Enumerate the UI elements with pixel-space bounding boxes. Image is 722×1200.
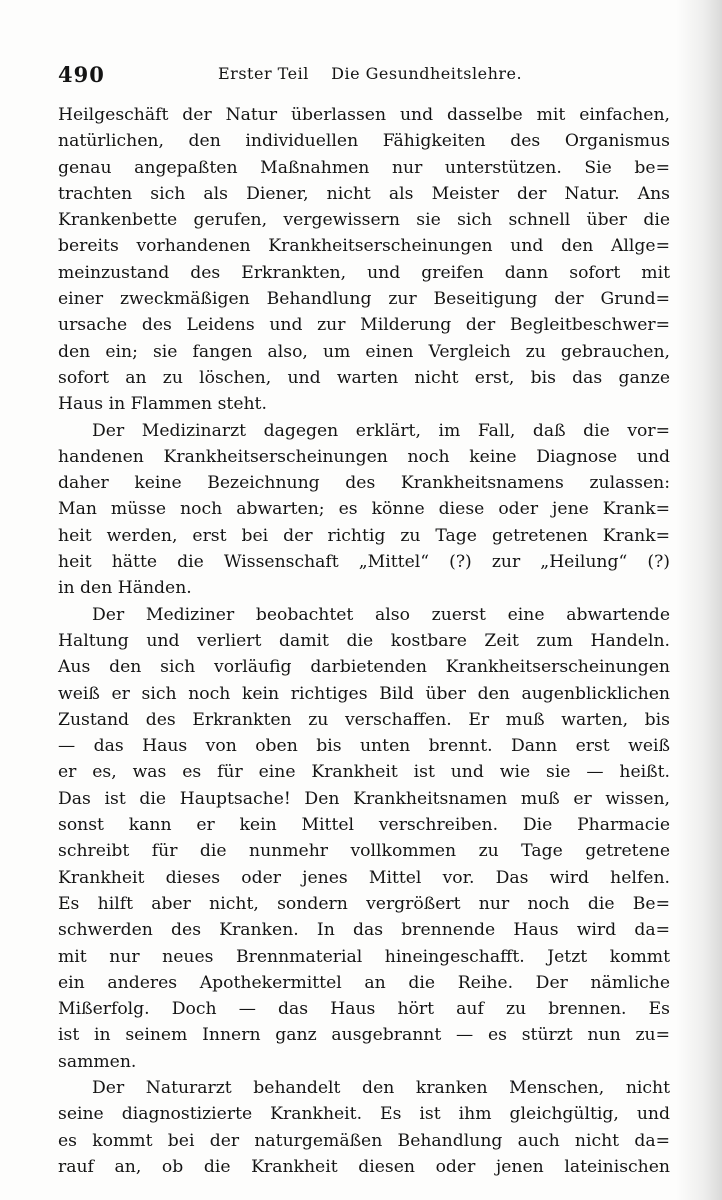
text-line: Man müsse noch abwarten; es könne diese oder jene Krank= — [58, 499, 670, 520]
body-text — [58, 102, 670, 1180]
text-line: Aus den sich vorläufig darbietenden Krankheitserscheinungen — [58, 657, 670, 678]
text-line: sonst kann er kein Mittel verschreiben. Die Pharmacie — [58, 815, 670, 836]
page-number: 490 — [58, 62, 105, 87]
text-line: mit nur neues Brennmaterial hineingeschafft. Jetzt kommt — [58, 946, 670, 967]
text-line: ursache des Leidens und zur Milderung der Begleitbeschwer= — [58, 315, 670, 336]
text-line: rauf an, ob die Krankheit diesen oder jenen lateinischen — [58, 1156, 670, 1177]
text-line: ist in seinem Innern ganz ausgebrannt — es stürzt nun zu= — [58, 1025, 670, 1046]
page-header — [58, 62, 670, 88]
text-line: Zustand des Erkrankten zu verschaffen. Er muß warten, bis — [58, 709, 670, 730]
text-line: natürlichen, den individuellen Fähigkeiten des Organismus — [58, 131, 670, 152]
text-line: handenen Krankheitserscheinungen noch keine Diagnose und — [58, 446, 670, 467]
text-line: einer zweckmäßigen Behandlung zur Beseitigung der Grund= — [58, 289, 670, 310]
text-line: Krankheit dieses oder jenes Mittel vor. Das wird helfen. — [58, 867, 670, 888]
text-line: Der Medizinarzt dagegen erklärt, im Fall, daß die vor= — [92, 420, 670, 441]
text-line: daher keine Bezeichnung des Krankheitsnamens zulassen: — [58, 473, 670, 494]
text-line: sammen. — [58, 1051, 137, 1072]
text-line: — das Haus von oben bis unten brennt. Dann erst weiß — [58, 736, 670, 757]
text-line: weiß er sich noch kein richtiges Bild über den augenblicklichen — [58, 683, 670, 704]
text-line: heit werden, erst bei der richtig zu Tage getretenen Krank= — [58, 525, 670, 546]
text-line: den ein; sie fangen also, um einen Vergleich zu gebrauchen, — [58, 341, 670, 362]
text-line: in den Händen. — [58, 578, 192, 599]
text-line: genau angepaßten Maßnahmen nur unterstützen. Sie be= — [58, 157, 670, 178]
text-line: bereits vorhandenen Krankheitserscheinungen und den Allge= — [58, 236, 670, 257]
text-line: Der Naturarzt behandelt den kranken Menschen, nicht — [92, 1077, 670, 1098]
text-line: Es hilft aber nicht, sondern vergrößert nur noch die Be= — [58, 893, 670, 914]
text-line: Haltung und verliert damit die kostbare Zeit zum Handeln. — [58, 630, 670, 651]
text-line: Krankenbette gerufen, vergewissern sie sich schnell über die — [58, 210, 670, 231]
text-line: sofort an zu löschen, und warten nicht erst, bis das ganze — [58, 367, 670, 388]
text-line: Der Mediziner beobachtet also zuerst eine abwartende — [92, 604, 670, 625]
text-line: ein anderes Apothekermittel an die Reihe. Der nämliche — [58, 972, 670, 993]
text-line: er es, was es für eine Krankheit ist und wie sie — heißt. — [58, 762, 670, 783]
text-line: meinzustand des Erkrankten, und greifen dann sofort mit — [58, 262, 670, 283]
text-line: es kommt bei der naturgemäßen Behandlung auch nicht da= — [58, 1130, 670, 1151]
text-line: trachten sich als Diener, nicht als Meister der Natur. Ans — [58, 183, 670, 204]
running-head: Erster Teil Die Gesundheitslehre. — [218, 64, 523, 83]
text-line: Mißerfolg. Doch — das Haus hört auf zu brennen. Es — [58, 999, 670, 1020]
text-line: Heilgeschäft der Natur überlassen und dasselbe mit einfachen, — [58, 105, 670, 125]
page-edge-shadow — [676, 0, 722, 1200]
text-line: heit hätte die Wissenschaft „Mittel“ (?) zur „Heilung“ (?) — [58, 552, 670, 573]
text-line: seine diagnostizierte Krankheit. Es ist ihm gleichgültig, und — [58, 1104, 670, 1125]
text-line: schwerden des Kranken. In das brennende Haus wird da= — [58, 920, 670, 941]
text-line: Haus in Flammen steht. — [58, 394, 267, 415]
text-line: Das ist die Hauptsache! Den Krankheitsnamen muß er wissen, — [58, 788, 670, 809]
text-line: schreibt für die nunmehr vollkommen zu Tage getretene — [58, 841, 670, 862]
